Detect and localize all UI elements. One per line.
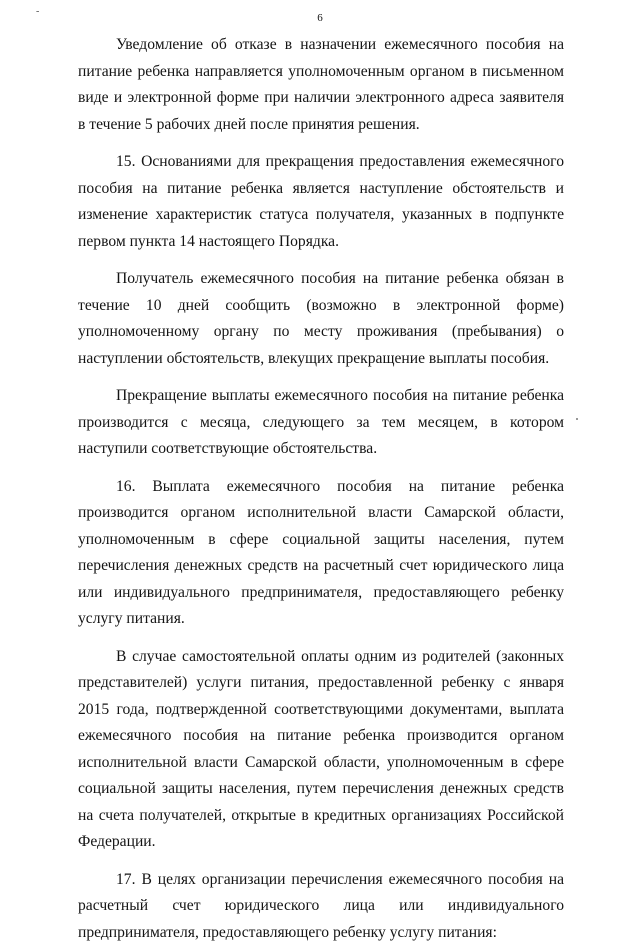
paragraph-refusal-notice: Уведомление об отказе в назначении ежемесячного пособия на питание ребенка направляется уполномоченным органом в письменном виде и электронной форме при наличии электронного адреса заявителя в течение 5 рабочих дней после принятия решения. <box>78 32 564 138</box>
paragraph-termination-start: Прекращение выплаты ежемесячного пособия на питание ребенка производится с месяца, следующего за тем месяцем, в котором наступили соответствующие обстоятельства. <box>78 383 564 463</box>
document-body <box>78 32 564 946</box>
paragraph-recipient-obligation: Получатель ежемесячного пособия на питание ребенка обязан в течение 10 дней сообщить (возможно в электронной форме) уполномоченному органу по месту проживания (пребывания) о наступлении обстоятельств, влекущих прекращение выплаты пособия. <box>78 266 564 372</box>
scan-speck <box>576 418 578 420</box>
paragraph-16-payment: 16. Выплата ежемесячного пособия на питание ребенка производится органом исполнительной власти Самарской области, уполномоченным в сфере социальной защиты населения, путем перечисления денежных средств на расчетный счет юридического лица или индивидуального предпринимателя, предоставляющего ребенку услугу питания. <box>78 474 564 633</box>
page-number: 6 <box>0 12 640 24</box>
paragraph-self-payment: В случае самостоятельной оплаты одним из родителей (законных представителей) услуги питания, предоставленной ребенку с января 2015 года, подтвержденной соответствующими документами, выплата ежемесячного пособия на питание ребенка производится органом исполнительной власти Самарской области, уполномоченным в сфере социальной защиты населения, путем перечисления денежных средств на счета получателей, открытые в кредитных организациях Российской Федерации. <box>78 644 564 856</box>
paragraph-17-organization: 17. В целях организации перечисления ежемесячного пособия на расчетный счет юридического лица или индивидуального предпринимателя, предоставляющего ребенку услугу питания: <box>78 867 564 946</box>
paragraph-15-termination-grounds: 15. Основаниями для прекращения предоставления ежемесячного пособия на питание ребенка является наступление обстоятельств и изменение характеристик статуса получателя, указанных в подпункте первом пункта 14 настоящего Порядка. <box>78 149 564 255</box>
corner-mark: - <box>36 6 39 17</box>
